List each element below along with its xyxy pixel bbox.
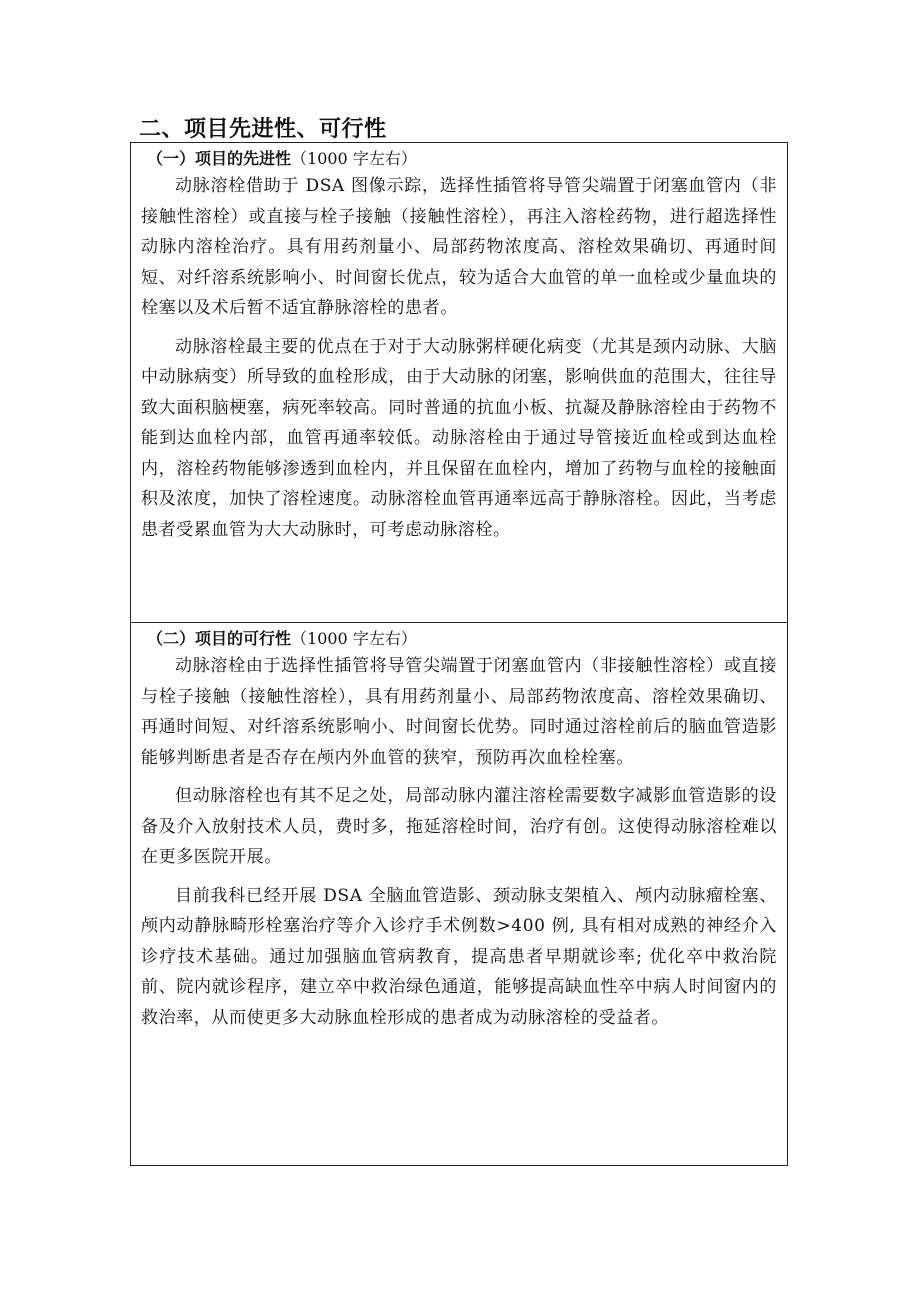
form-table [130, 142, 788, 1166]
page-title: 二、项目先进性、可行性 [139, 117, 387, 142]
paragraph: 目前我科已经开展 DSA 全脑血管造影、颈动脉支架植入、颅内动脉瘤栓塞、颅内动静脉畸形栓塞治疗等介入诊疗手术例数>400 例, 具有相对成熟的神经介入诊疗技术基础。通过加强脑血管病教育，提高患者早期就诊率; 优化卒中救治院前、院内就诊程序，建立卒中救治绿色通道，能够提高缺血性卒中病人时间窗内的救治率，从而使更多大动脉血栓形成的患者成为动脉溶栓的受益者。 [141, 885, 777, 1028]
section-heading-label: （一）项目的先进性 [147, 149, 292, 168]
section-heading [147, 627, 777, 651]
section-heading [147, 147, 777, 171]
paragraph: 动脉溶栓最主要的优点在于对于大动脉粥样硬化病变（尤其是颈内动脉、大脑中动脉病变）所导致的血栓形成，由于大动脉的闭塞，影响供血的范围大，往往导致大面积脑梗塞，病死率较高。同时普通的抗血小板、抗凝及静脉溶栓由于药物不能到达血栓内部，血管再通率较低。动脉溶栓由于通过导管接近血栓或到达血栓内，溶栓药物能够渗透到血栓内，并且保留在血栓内，增加了药物与血栓的接触面积及浓度，加快了溶栓速度。动脉溶栓血管再通率远高于静脉溶栓。因此，当考虑患者受累血管为大大动脉时，可考虑动脉溶栓。 [141, 336, 777, 540]
section-heading-label: （二）项目的可行性 [147, 629, 292, 648]
paragraph: 但动脉溶栓也有其不足之处，局部动脉内灌注溶栓需要数字减影血管造影的设备及介入放射技术人员，费时多，拖延溶栓时间，治疗有创。这使得动脉溶栓难以在更多医院开展。 [141, 786, 777, 867]
paragraph: 动脉溶栓借助于 DSA 图像示踪，选择性插管将导管尖端置于闭塞血管内（非接触性溶栓）或直接与栓子接触（接触性溶栓），再注入溶栓药物，进行超选择性动脉内溶栓治疗。具有用药剂量小、局部药物浓度高、溶栓效果确切、再通时间短、对纤溶系统影响小、时间窗长优点，较为适合大血管的单一血栓或少量血块的栓塞以及术后暂不适宜静脉溶栓的患者。 [141, 176, 777, 318]
section-feasibility [131, 623, 787, 1165]
paragraph: 动脉溶栓由于选择性插管将导管尖端置于闭塞血管内（非接触性溶栓）或直接与栓子接触（接触性溶栓），具有用药剂量小、局部药物浓度高、溶栓效果确切、再通时间短、对纤溶系统影响小、时间窗长优势。同时通过溶栓前后的脑血管造影能够判断患者是否存在颅内外血管的狭窄，预防再次血栓栓塞。 [141, 656, 777, 768]
section-advancement [131, 143, 787, 623]
section-heading-note: （1000 字左右） [291, 149, 417, 168]
section-heading-note: （1000 字左右） [291, 629, 417, 648]
